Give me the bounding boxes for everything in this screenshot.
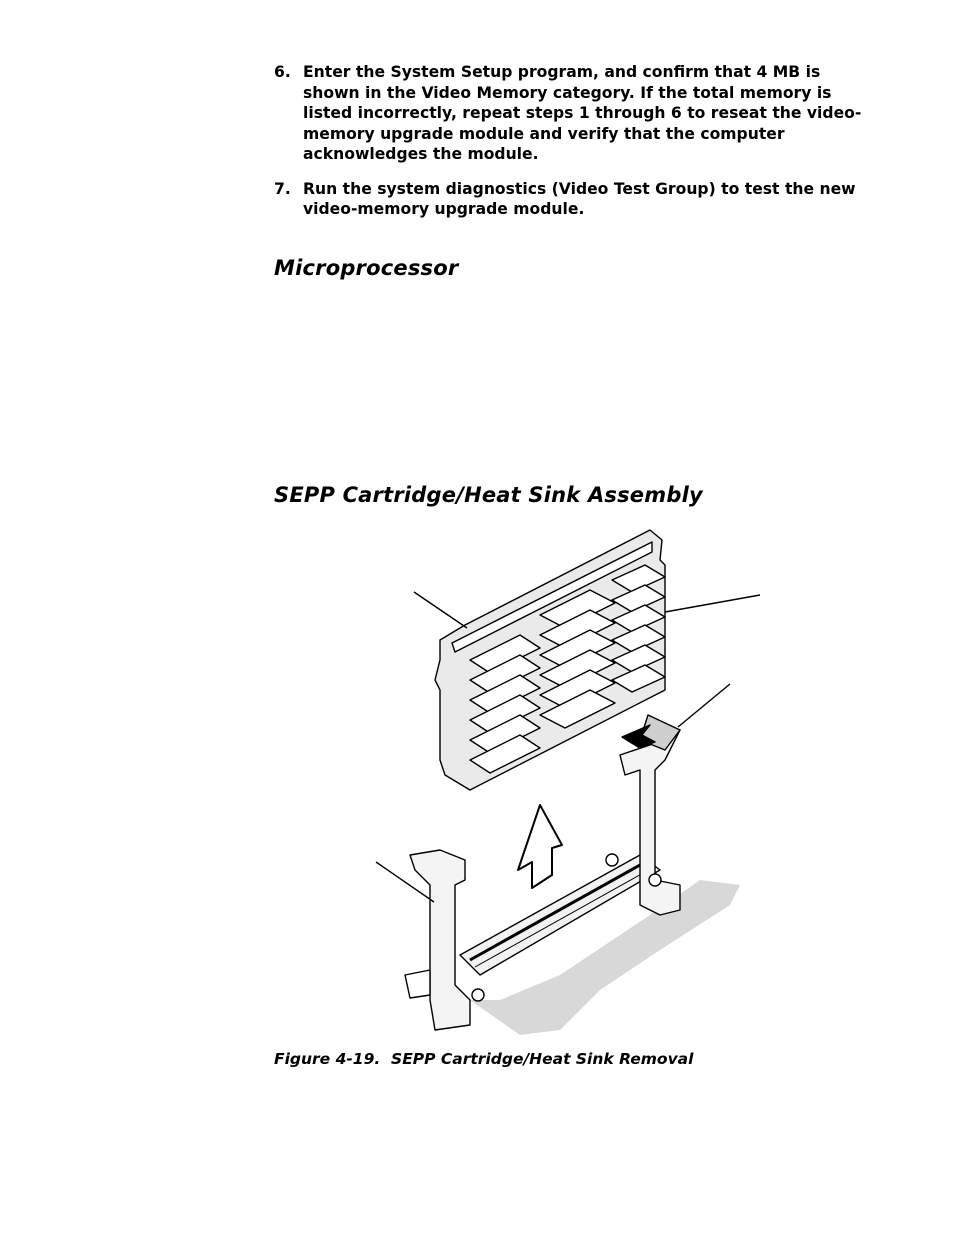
- step-list: [274, 62, 874, 234]
- step-6: [274, 62, 874, 165]
- up-arrow-icon: [518, 805, 562, 888]
- section-heading-microprocessor: Microprocessor: [274, 256, 459, 280]
- step-number: 7.: [274, 179, 291, 198]
- sepp-removal-illustration: [360, 520, 780, 1040]
- left-retention-guide: [410, 850, 470, 1030]
- step-number: 6.: [274, 63, 291, 81]
- step-text: Enter the System Setup program, and confirm that 4 MB is shown in the Video Memory category. If the total memory is listed incorrectly, repeat steps 1 through 6 to reseat the video-memory upgrade module and verify that the computer acknowledges the module.: [303, 63, 862, 163]
- step-7: [274, 179, 874, 220]
- section-heading-sepp-assembly: SEPP Cartridge/Heat Sink Assembly: [274, 483, 703, 507]
- step-text: Run the system diagnostics (Video Test Group) to test the new video-memory upgrade module.: [303, 179, 856, 218]
- figure-caption: Figure 4-19. SEPP Cartridge/Heat Sink Removal: [274, 1050, 694, 1068]
